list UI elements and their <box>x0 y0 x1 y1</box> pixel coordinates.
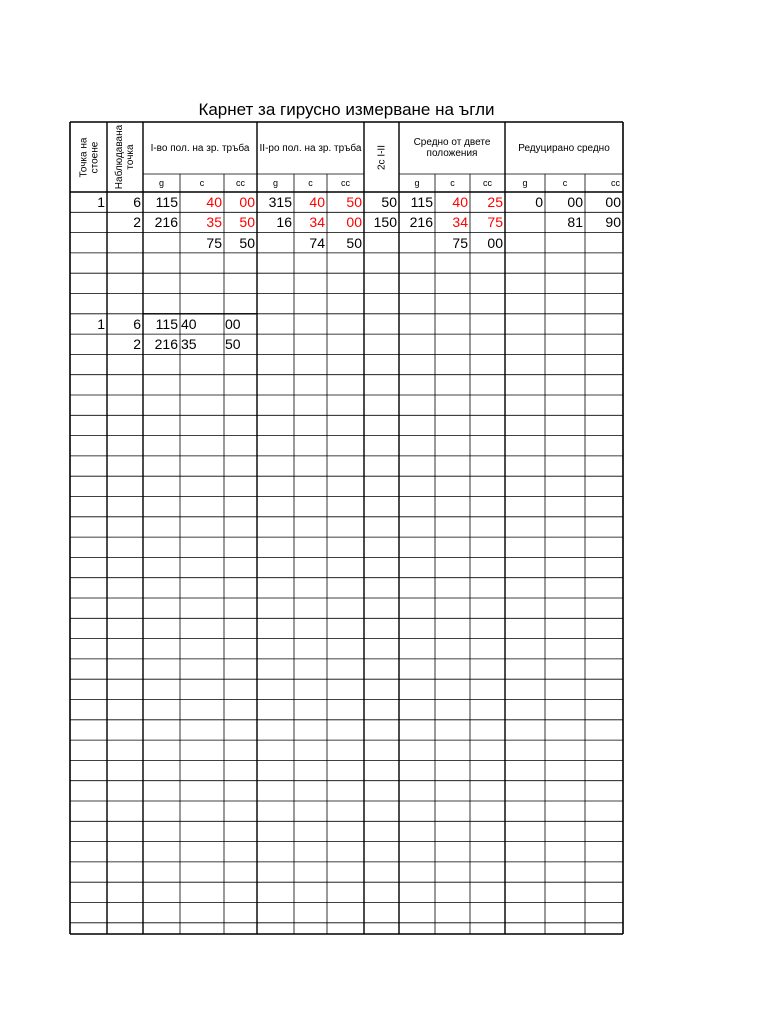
table-cell: 75 <box>487 214 503 231</box>
table-cell: 115 <box>155 315 178 332</box>
header-reduced-mean: Редуцирано средно <box>518 142 610 154</box>
subheader-c: c <box>562 178 568 188</box>
header-mean-of-positions: Средно от двете положения <box>413 137 491 159</box>
table-cell: 2 <box>133 214 141 231</box>
table-cell: 40 <box>181 315 197 332</box>
table-cell: 115 <box>155 194 178 210</box>
table-cell: 115 <box>410 194 433 210</box>
table-cell: 16 <box>276 214 292 231</box>
header-station-point: Точка на стоене <box>77 137 100 177</box>
table-cell: 50 <box>346 194 362 210</box>
table-cell: 00 <box>605 194 621 210</box>
table-cell: 0 <box>535 194 543 210</box>
table-cell: 50 <box>239 234 255 251</box>
table-cell: 216 <box>409 214 433 231</box>
subheader-c: c <box>308 178 313 188</box>
table-cell: 40 <box>309 194 325 210</box>
table-cell: 00 <box>567 194 583 210</box>
table-cell: 34 <box>452 214 468 231</box>
table-cell: 40 <box>206 194 222 210</box>
page-title: Карнет за гирусно измерване на ъгли <box>198 100 495 119</box>
table-cell: 1 <box>97 315 105 332</box>
subheader-cc: cc <box>483 178 492 188</box>
table-cell: 6 <box>133 194 141 210</box>
header-observed-point: Наблюдавана точка <box>114 124 136 190</box>
table-cell: 150 <box>373 214 397 231</box>
subheader-cc: cc <box>236 178 245 188</box>
table-cell: 50 <box>239 214 255 231</box>
header-collimation-difference: 2c I-II <box>376 144 387 170</box>
table-cell: 25 <box>487 194 503 210</box>
subheader-g: g <box>272 178 278 188</box>
table-cell: 216 <box>154 336 178 353</box>
table-cell: 50 <box>381 194 397 210</box>
table-cell: 1 <box>97 194 105 210</box>
table-cell: 00 <box>239 194 255 210</box>
table-cell: 2 <box>133 336 141 353</box>
table-cell: 35 <box>181 336 197 353</box>
table-cell: 74 <box>309 234 325 251</box>
table-cell: 216 <box>154 214 178 231</box>
table-cell: 40 <box>452 194 468 210</box>
table-cell: 315 <box>268 194 292 210</box>
table-cell: 00 <box>487 234 503 251</box>
subheader-cc: cc <box>611 178 620 188</box>
table-cell: 90 <box>605 214 621 231</box>
table-cell: 75 <box>206 234 222 251</box>
subheader-g: g <box>522 178 528 188</box>
subheader-c: c <box>450 178 455 188</box>
table-cell: 34 <box>309 214 325 231</box>
subheader-c: c <box>199 178 205 188</box>
subheader-g: g <box>158 178 164 188</box>
table-cell: 35 <box>206 214 222 231</box>
subheader-g: g <box>414 178 420 188</box>
header-position-two: II-ро пол. на зр. тръба <box>259 142 362 154</box>
table-cell: 75 <box>452 234 468 251</box>
table-cell: 00 <box>346 214 362 231</box>
header-position-one: I-во пол. на зр. тръба <box>150 142 250 154</box>
table-cell: 6 <box>133 315 141 332</box>
table-cell: 50 <box>346 234 362 251</box>
table-cell: 81 <box>567 214 583 231</box>
subheader-cc: cc <box>341 178 350 188</box>
table-cell: 00 <box>225 315 241 332</box>
table-cell: 50 <box>225 336 241 353</box>
